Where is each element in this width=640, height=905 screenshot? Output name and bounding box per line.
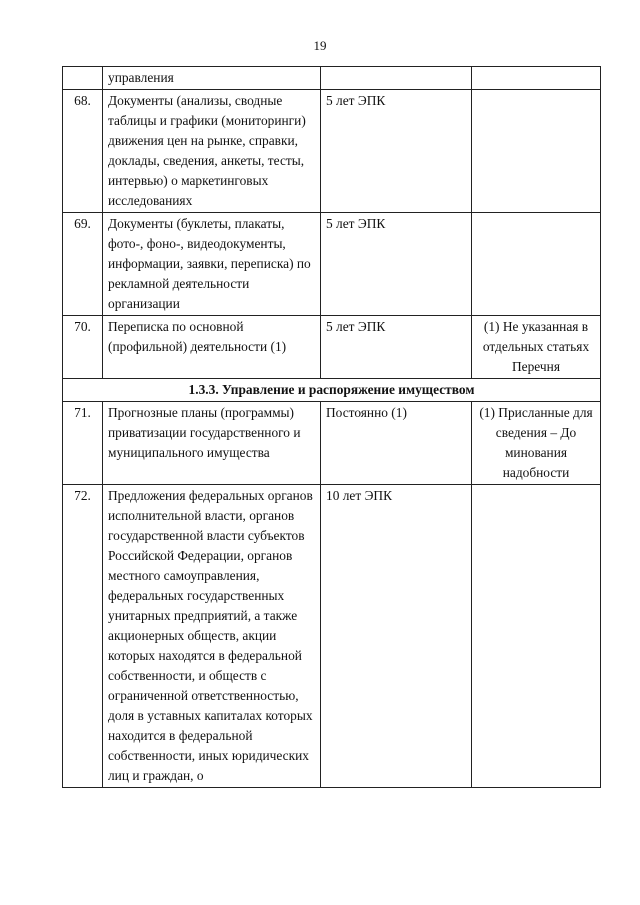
- cell-name: [103, 316, 321, 379]
- article-number: 72.: [63, 485, 103, 788]
- table-row: [63, 402, 601, 485]
- cell-name: [103, 485, 321, 788]
- cell-note: [472, 402, 601, 485]
- cell-note: [472, 213, 601, 316]
- retention-term: 5 лет ЭПК: [326, 93, 386, 108]
- cell-term: [321, 90, 472, 213]
- section-heading-row: [63, 379, 601, 402]
- cell-name: [103, 90, 321, 213]
- article-name: управления: [108, 70, 174, 85]
- article-number: 69.: [63, 213, 103, 316]
- table-row: [63, 485, 601, 788]
- cell-term: [321, 316, 472, 379]
- article-name: Прогнозные планы (программы) приватизации государственного и муниципального имущества: [108, 405, 301, 460]
- article-number: 70.: [63, 316, 103, 379]
- cell-name: [103, 67, 321, 90]
- article-name: Документы (буклеты, плакаты, фото-, фоно-, видеодокументы, информации, заявки, переписка) по рекламной деятельности организации: [108, 216, 311, 311]
- table-row: [63, 90, 601, 213]
- cell-note: [472, 316, 601, 379]
- cell-number: [63, 67, 103, 90]
- article-number: 68.: [63, 90, 103, 213]
- table-row-continuation: [63, 67, 601, 90]
- cell-term: [321, 67, 472, 90]
- page-number: 19: [313, 38, 327, 53]
- retention-term: 10 лет ЭПК: [326, 488, 393, 503]
- cell-term: [321, 485, 472, 788]
- section-title: 1.3.3. Управление и распоряжение имуществом: [63, 379, 601, 402]
- article-note: (1) Не указанная в отдельных статьях Перечня: [482, 319, 590, 374]
- cell-term: [321, 213, 472, 316]
- retention-table: [62, 66, 601, 788]
- article-note: (1) Присланные для сведения – До минования надобности: [479, 405, 593, 480]
- cell-name: [103, 213, 321, 316]
- cell-name: [103, 402, 321, 485]
- cell-note: [472, 90, 601, 213]
- article-name: Документы (анализы, сводные таблицы и графики (мониторинги) движения цен на рынке, справки, доклады, сведения, анкеты, тесты, интервью) о маркетинговых исследованиях: [108, 93, 306, 208]
- article-name: Переписка по основной (профильной) деятельности (1): [108, 319, 287, 354]
- table-row: [63, 316, 601, 379]
- cell-note: [472, 485, 601, 788]
- retention-term: 5 лет ЭПК: [326, 216, 386, 231]
- retention-term: 5 лет ЭПК: [326, 319, 386, 334]
- table-row: [63, 213, 601, 316]
- retention-term: Постоянно (1): [326, 405, 407, 420]
- cell-term: [321, 402, 472, 485]
- article-number: 71.: [63, 402, 103, 485]
- article-name: Предложения федеральных органов исполнительной власти, органов государственной власти субъектов Российской Федерации, органов местного самоуправления, федеральных государственных унитарных предприятий, а также акционерных обществ, акции которых находятся в федеральной собственности, и обществ с ограниченной ответственностью, доля в уставных капиталах которых находится в федеральной собственности, иных юридических лиц и граждан, о: [108, 488, 313, 783]
- cell-note: [472, 67, 601, 90]
